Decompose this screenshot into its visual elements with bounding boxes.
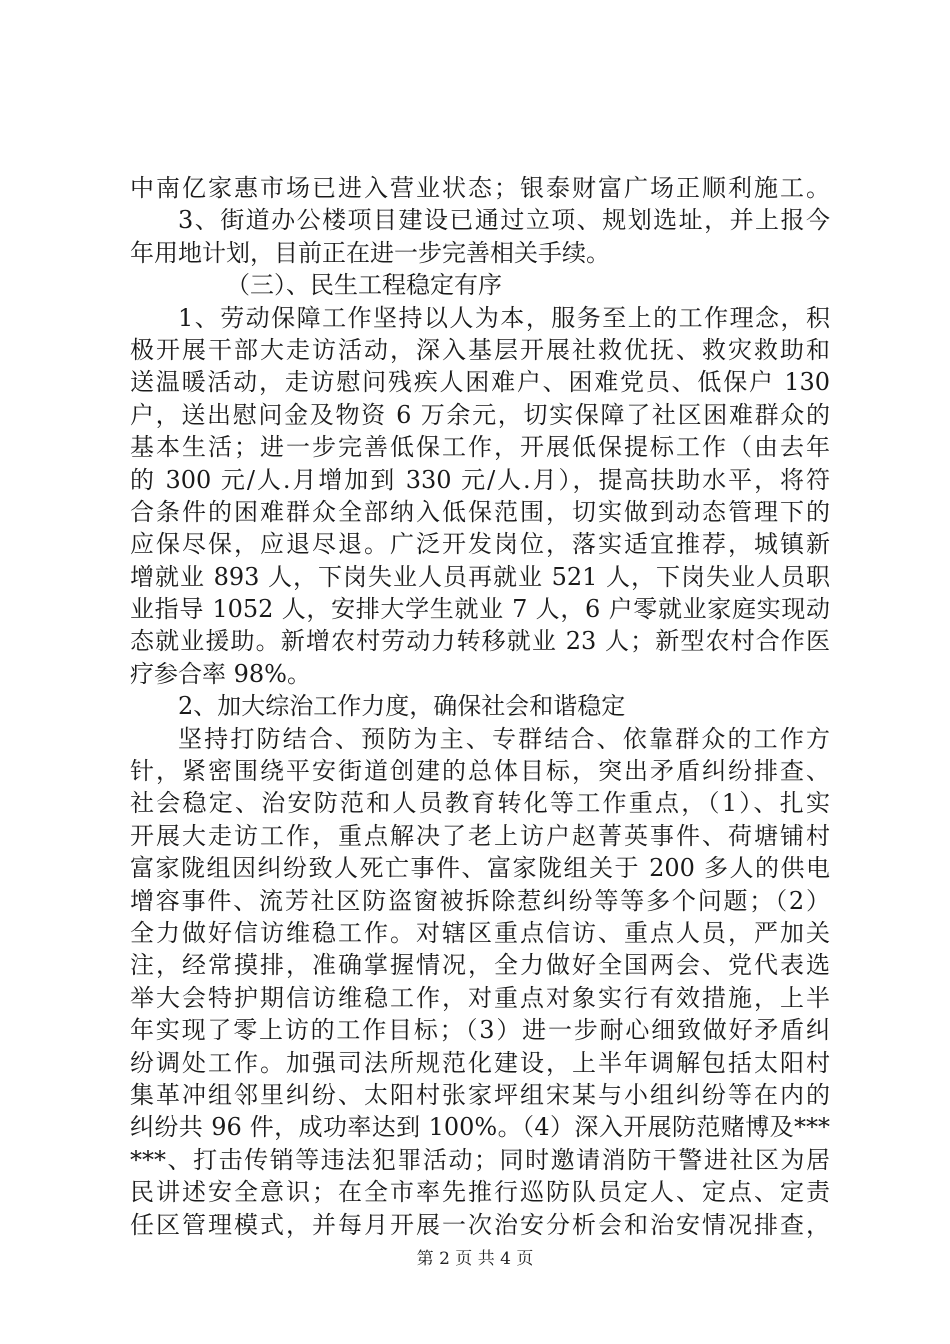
text-line: 注，经常摸排，准确掌握情况，全力做好全国两会、党代表选 <box>130 951 830 980</box>
text-line: 业指导 1052 人，安排大学生就业 7 人，6 户零就业家庭实现动 <box>130 595 830 624</box>
section-heading: （三）、民生工程稳定有序 <box>226 271 502 300</box>
text-line: 举大会特护期信访维稳工作，对重点对象实行有效措施，上半 <box>130 983 830 1012</box>
text-line: 增容事件、流芳社区防盗窗被拆除惹纠纷等等多个问题；（2） <box>130 886 830 915</box>
text-line: 纷调处工作。加强司法所规范化建设，上半年调解包括太阳村 <box>130 1048 830 1077</box>
text-line: 的 300 元/人.月增加到 330 元/人.月），提高扶助水平，将符 <box>130 465 830 494</box>
text-line: ***、打击传销等违法犯罪活动；同时邀请消防干警进社区为居 <box>130 1145 830 1174</box>
text-line: 富家陇组因纠纷致人死亡事件、富家陇组关于 200 多人的供电 <box>130 854 830 883</box>
text-line: 坚持打防结合、预防为主、专群结合、依靠群众的工作方 <box>178 724 830 753</box>
text-line: 极开展干部大走访活动，深入基层开展社救优抚、救灾救助和 <box>130 335 830 364</box>
document-body <box>130 172 830 1241</box>
subsection-heading: 2、加大综治工作力度，确保社会和谐稳定 <box>178 692 626 721</box>
text-line: 1、劳动保障工作坚持以人为本，服务至上的工作理念，积 <box>178 303 830 332</box>
text-line: 年实现了零上访的工作目标；（3）进一步耐心细致做好矛盾纠 <box>130 1016 830 1045</box>
text-line: 纠纷共 96 件，成功率达到 100%。（4）深入开展防范赌博及*** <box>130 1113 830 1142</box>
text-line: 基本生活；进一步完善低保工作，开展低保提标工作（由去年 <box>130 433 830 462</box>
text-line: 社会稳定、治安防范和人员教育转化等工作重点，（1）、扎实 <box>130 789 830 818</box>
text-line: 民讲述安全意识；在全市率先推行巡防队员定人、定点、定责 <box>130 1178 830 1207</box>
text-line: 应保尽保，应退尽退。广泛开发岗位，落实适宜推荐，城镇新 <box>130 530 830 559</box>
page-number-footer: 第 2 页 共 4 页 <box>416 1249 534 1269</box>
text-line: 针，紧密围绕平安街道创建的总体目标，突出矛盾纠纷排查、 <box>130 757 830 786</box>
text-line: 全力做好信访维稳工作。对辖区重点信访、重点人员，严加关 <box>130 918 830 947</box>
text-line: 态就业援助。新增农村劳动力转移就业 23 人；新型农村合作医 <box>130 627 830 656</box>
text-line: 年用地计划，目前正在进一步完善相关手续。 <box>130 238 610 267</box>
text-line: 中南亿家惠市场已进入营业状态；银泰财富广场正顺利施工。 <box>130 174 830 202</box>
text-line: 户，送出慰问金及物资 6 万余元，切实保障了社区困难群众的 <box>130 400 830 429</box>
text-line: 3、街道办公楼项目建设已通过立项、规划选址，并上报今 <box>178 206 830 235</box>
text-line: 增就业 893 人，下岗失业人员再就业 521 人，下岗失业人员职 <box>130 562 830 591</box>
text-line: 开展大走访工作，重点解决了老上访户赵菁英事件、荷塘铺村 <box>130 821 830 850</box>
text-line: 任区管理模式，并每月开展一次治安分析会和治安情况排查， <box>130 1210 830 1239</box>
text-line: 合条件的困难群众全部纳入低保范围，切实做到动态管理下的 <box>130 497 830 526</box>
text-line: 送温暖活动，走访慰问残疾人困难户、困难党员、低保户 130 <box>130 368 830 397</box>
text-line: 疗参合率 98%。 <box>130 659 311 688</box>
text-line: 集革冲组邻里纠纷、太阳村张家坪组宋某与小组纠纷等在内的 <box>130 1080 830 1109</box>
